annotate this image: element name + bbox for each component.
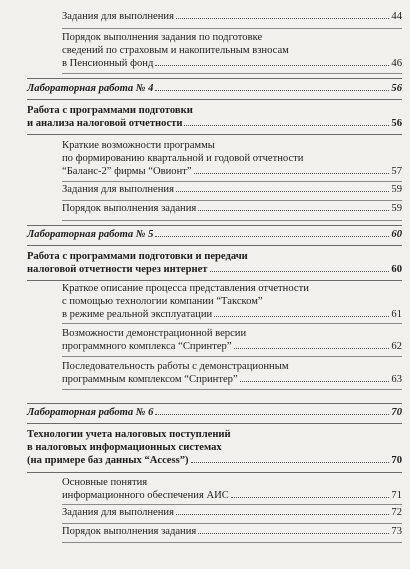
divider xyxy=(27,280,402,281)
toc-entry-line: сведений по страховым и накопительным взносам xyxy=(62,45,289,57)
dot-leader xyxy=(155,90,389,91)
toc-entry-line: Возможности демонстрационной версии xyxy=(62,328,247,339)
toc-entry-line: Работа с программами подготовки xyxy=(27,105,193,116)
toc-entry xyxy=(62,476,402,502)
toc-entry-last-line xyxy=(27,82,402,95)
toc-entry-last-line xyxy=(62,489,402,502)
toc-entry-line: в Пенсионный фонд xyxy=(62,58,154,70)
dot-leader xyxy=(198,210,389,211)
toc-entry-line: в режиме реальной эксплуатации xyxy=(62,309,213,321)
page-number: 56 xyxy=(391,118,402,130)
toc-entry-line: (на примере баз данных “Access”) xyxy=(27,455,189,467)
page-number: 72 xyxy=(391,507,402,518)
toc-entry-last-line xyxy=(62,506,402,519)
toc-entry-line: Порядок выполнения задания xyxy=(62,203,197,214)
toc-entry-line: Лабораторная работа № 6 xyxy=(27,407,154,418)
divider xyxy=(62,542,402,543)
toc-entry-last-line xyxy=(27,228,402,241)
divider xyxy=(27,403,402,404)
toc-entry xyxy=(62,31,402,71)
toc-entry-line: программного комплекса “Спринтер” xyxy=(62,341,232,353)
toc-entry-line: Задания для выполнения xyxy=(62,11,174,22)
toc-entry-last-line xyxy=(62,165,402,178)
toc-entry-line: Задания для выполнения xyxy=(62,507,174,518)
toc-entry-last-line xyxy=(62,525,402,538)
page-number: 71 xyxy=(391,490,402,502)
toc-entry-last-line xyxy=(27,406,402,419)
dot-leader xyxy=(198,533,389,534)
page-number: 46 xyxy=(391,58,402,70)
toc-entry-last-line xyxy=(62,308,402,321)
toc-entry-last-line xyxy=(62,202,402,215)
divider xyxy=(62,200,402,201)
toc-entry-line: программным комплексом “Спринтер” xyxy=(62,374,238,386)
divider xyxy=(27,99,402,100)
toc-entry-line: Лабораторная работа № 5 xyxy=(27,229,154,240)
lab-heading xyxy=(27,82,402,95)
toc-entry-line: с помощью технологии компании “Такском” xyxy=(62,296,263,308)
dot-leader xyxy=(240,381,390,382)
divider xyxy=(27,472,402,473)
lab-heading xyxy=(27,406,402,419)
toc-entry xyxy=(62,202,402,215)
page-number: 59 xyxy=(391,184,402,195)
toc-entry xyxy=(62,506,402,519)
toc-entry-line: Краткое описание процесса представления отчетности xyxy=(62,283,309,294)
toc-entry xyxy=(62,10,402,23)
toc-entry-line: и анализа налоговой отчетности xyxy=(27,118,183,130)
dot-leader xyxy=(155,65,389,66)
divider xyxy=(62,220,402,221)
dot-leader xyxy=(176,191,389,192)
divider xyxy=(27,423,402,424)
dot-leader xyxy=(155,414,389,415)
toc-entry xyxy=(62,525,402,538)
toc-entry-line: Основные понятия xyxy=(62,477,148,488)
dot-leader xyxy=(176,18,389,19)
toc-entry-last-line xyxy=(27,117,402,130)
section-heading xyxy=(27,428,402,468)
dot-leader xyxy=(234,348,390,349)
toc-entry-last-line xyxy=(62,183,402,196)
divider xyxy=(27,245,402,246)
divider xyxy=(62,28,402,29)
toc-entry-line: налоговой отчетности через интернет xyxy=(27,264,208,276)
page-number: 56 xyxy=(391,83,402,94)
page-number: 63 xyxy=(391,374,402,386)
section-heading xyxy=(27,104,402,130)
page-number: 70 xyxy=(391,455,402,467)
page-number: 60 xyxy=(391,229,402,240)
toc-entry-line: Лабораторная работа № 4 xyxy=(27,83,154,94)
page-number: 59 xyxy=(391,203,402,214)
dot-leader xyxy=(155,236,389,237)
toc-entry-last-line xyxy=(27,454,402,467)
divider xyxy=(27,225,402,226)
dot-leader xyxy=(184,125,389,126)
dot-leader xyxy=(191,462,390,463)
section-heading xyxy=(27,250,402,276)
page-number: 73 xyxy=(391,526,402,537)
toc-entry-line: Задания для выполнения xyxy=(62,184,174,195)
dot-leader xyxy=(214,316,389,317)
divider xyxy=(62,73,402,74)
divider xyxy=(62,504,402,505)
divider xyxy=(27,134,402,135)
page-number: 57 xyxy=(391,166,402,178)
page-number: 70 xyxy=(391,407,402,418)
toc-entry-line: Краткие возможности программы xyxy=(62,140,215,151)
toc-entry-line: Порядок выполнения задания xyxy=(62,526,197,537)
toc-entry-last-line xyxy=(62,340,402,353)
toc-entry-line: “Баланс-2” фирмы “Овионт” xyxy=(62,166,192,178)
divider xyxy=(62,323,402,324)
page-number: 60 xyxy=(391,264,402,276)
page-number: 44 xyxy=(391,11,402,22)
page-number: 61 xyxy=(391,309,402,321)
page-number: 62 xyxy=(391,341,402,353)
toc-entry-last-line xyxy=(62,57,402,70)
dot-leader xyxy=(176,514,389,515)
toc-entry-last-line xyxy=(27,263,402,276)
toc-entry-last-line xyxy=(62,10,402,23)
divider xyxy=(62,181,402,182)
lab-heading xyxy=(27,228,402,241)
divider xyxy=(62,523,402,524)
toc-entry-line: в налоговых информационных системах xyxy=(27,442,222,454)
divider xyxy=(62,356,402,357)
toc-entry xyxy=(62,139,402,179)
divider xyxy=(27,78,402,79)
toc-entry xyxy=(62,282,402,322)
dot-leader xyxy=(210,271,390,272)
divider xyxy=(62,389,402,390)
toc-entry-line: по формированию квартальной и годовой отчетности xyxy=(62,153,304,165)
toc-entry-line: Последовательность работы с демонстрационным xyxy=(62,361,289,372)
toc-entry-last-line xyxy=(62,373,402,386)
toc-entry-line: Работа с программами подготовки и передачи xyxy=(27,251,248,262)
toc-entry xyxy=(62,327,402,353)
toc-entry xyxy=(62,183,402,196)
toc-entry-line: Порядок выполнения задания по подготовке xyxy=(62,32,263,43)
toc-entry-line: Технологии учета налоговых поступлений xyxy=(27,429,231,440)
toc-entry xyxy=(62,360,402,386)
dot-leader xyxy=(194,173,390,174)
toc-entry-line: информационного обеспечения АИС xyxy=(62,490,229,502)
dot-leader xyxy=(231,497,390,498)
